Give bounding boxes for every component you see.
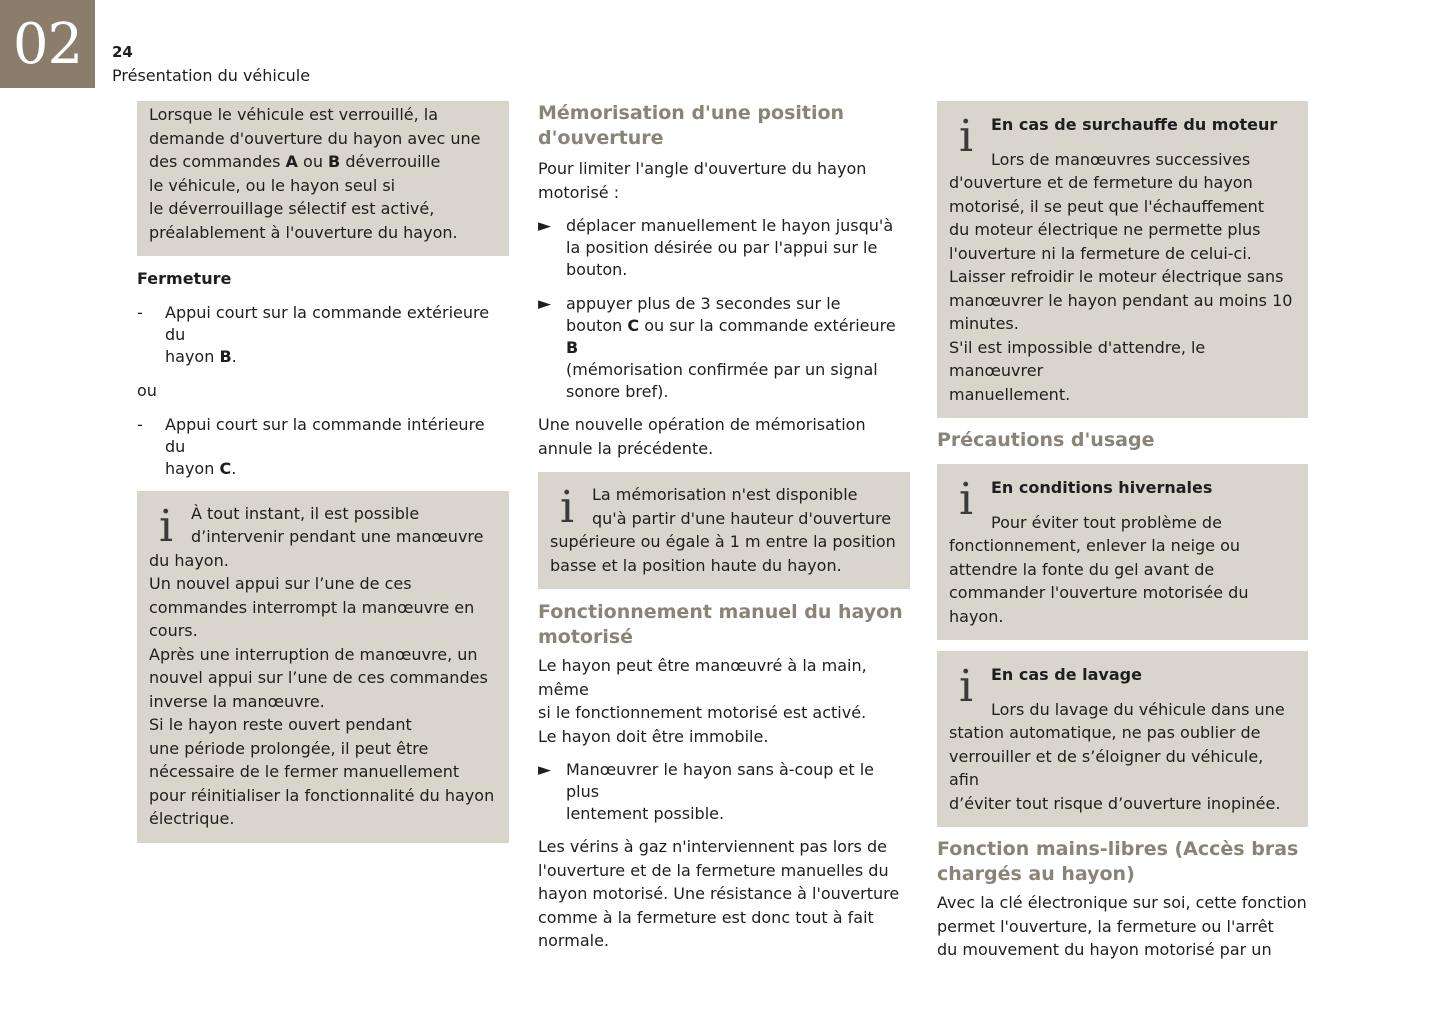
text-line: d’éviter tout risque d’ouverture inopinée.: [949, 793, 1281, 813]
text-line: S'il est impossible d'attendre, le manœuvrer: [949, 337, 1206, 380]
text-line: verrouiller et de s’éloigner du véhicule, afin: [949, 746, 1264, 789]
text-line: inverse la manœuvre.: [149, 691, 325, 711]
text-line: fonctionnement, enlever la neige ou: [949, 536, 1241, 555]
text-line: cours.: [149, 621, 198, 640]
unlock-note-box: [137, 101, 509, 256]
list-item: [137, 414, 509, 480]
text-line: Après une interruption de manœuvre, un: [149, 644, 478, 664]
text-line: Appui court sur la commande extérieure du: [165, 303, 490, 344]
text-line: lentement possible.: [566, 804, 725, 823]
manual-operation-heading: motorisé: [538, 626, 634, 648]
text-line: Le hayon doit être immobile.: [538, 726, 769, 746]
text-line: Lors de manœuvres successives: [991, 149, 1251, 169]
text-line: bouton C ou sur la commande extérieure B: [566, 316, 896, 357]
key-label: C: [627, 316, 640, 335]
text-line: d'ouverture et de fermeture du hayon: [949, 173, 1253, 192]
text-line: des commandes A ou B déverrouille: [149, 152, 441, 171]
text-line: Le hayon peut être manœuvré à la main, même: [538, 656, 867, 699]
text-line: d’intervenir pendant une manœuvre: [191, 527, 484, 546]
fermeture-heading: Fermeture: [137, 269, 232, 288]
page-number: 24: [112, 43, 133, 61]
dash-marker: -: [137, 303, 143, 322]
text-line: si le fonctionnement motorisé est activé.: [538, 703, 867, 722]
section-title: Présentation du véhicule: [112, 66, 311, 85]
text-line: commandes interrompt la manœuvre en: [149, 597, 475, 617]
text-line: préalablement à l'ouverture du hayon.: [149, 222, 458, 242]
info-box-title: En cas de surchauffe du moteur: [991, 115, 1278, 134]
text-line: annule la précédente.: [538, 438, 714, 458]
text-line: pour réinitialiser la fonctionnalité du hayon: [149, 785, 495, 805]
text-line: À tout instant, il est possible: [191, 503, 420, 523]
text-line: du hayon.: [149, 550, 229, 570]
text-line: motorisé :: [538, 182, 620, 202]
text-line: Avec la clé électronique sur soi, cette fonction: [937, 893, 1307, 912]
column-2: [538, 101, 910, 953]
hands-free-heading: chargés au hayon): [937, 863, 1135, 885]
key-label: B: [219, 347, 232, 366]
text-line: demande d'ouverture du hayon avec une: [149, 128, 481, 148]
text-line: déplacer manuellement le hayon jusqu'à: [566, 216, 894, 235]
text-line: Lors du lavage du véhicule dans une: [991, 699, 1285, 719]
list-item: [538, 293, 910, 403]
text-line: comme à la fermeture est donc tout à fait: [538, 907, 874, 927]
text-line: Les vérins à gaz n'interviennent pas lors de: [538, 837, 887, 856]
text-line: le véhicule, ou le hayon seul si: [149, 175, 396, 195]
text-line: Une nouvelle opération de mémorisation: [538, 415, 866, 434]
text-line: La mémorisation n'est disponible: [592, 485, 858, 504]
info-box-title: En cas de lavage: [991, 665, 1142, 684]
text-line: hayon B.: [165, 347, 237, 366]
ou-text: ou: [137, 381, 157, 400]
key-label: B: [566, 338, 579, 357]
text-line: attendre la fonte du gel avant de: [949, 559, 1215, 579]
key-label: C: [219, 458, 232, 478]
text-line: du mouvement du hayon motorisé par un: [937, 940, 1272, 959]
info-box-overheat: [937, 101, 1308, 418]
info-icon: i: [959, 661, 974, 712]
precautions-heading: Précautions d'usage: [937, 429, 1155, 451]
text-line: Laisser refroidir le moteur électrique sans: [949, 267, 1284, 286]
column-1: [137, 101, 509, 843]
text-line: supérieure ou égale à 1 m entre la position: [550, 532, 896, 551]
text-line: manœuvrer le hayon pendant au moins 10: [949, 290, 1293, 310]
list-item: [538, 759, 910, 825]
text-line: appuyer plus de 3 secondes sur le: [566, 294, 841, 313]
info-box-winter: [937, 464, 1308, 640]
text-line: commander l'ouverture motorisée du: [949, 583, 1249, 602]
text-line: permet l'ouverture, la fermeture ou l'arrêt: [937, 916, 1274, 936]
text-line: Manœuvrer le hayon sans à-coup et le plus: [566, 760, 875, 801]
text-line: Si le hayon reste ouvert pendant: [149, 715, 412, 734]
text-line: nouvel appui sur l’une de ces commandes: [149, 668, 488, 687]
text-line: la position désirée ou par l'appui sur le: [566, 238, 878, 257]
info-box-washing: [937, 651, 1308, 827]
info-box-title: En conditions hivernales: [991, 478, 1213, 497]
chapter-number-badge: 02: [0, 0, 95, 88]
text-line: qu'à partir d'une hauteur d'ouverture: [592, 508, 892, 528]
text-line: une période prolongée, il peut être: [149, 738, 429, 758]
dash-marker: -: [137, 414, 143, 434]
info-icon: i: [159, 500, 174, 552]
text-line: sonore bref).: [566, 382, 669, 401]
list-item: [538, 215, 910, 281]
text-line: basse et la position haute du hayon.: [550, 555, 842, 575]
hands-free-heading: Fonction mains-libres (Accès bras: [937, 838, 1299, 860]
text-line: l'ouverture et de la fermeture manuelles du: [538, 860, 889, 880]
text-line: bouton.: [566, 260, 628, 279]
text-line: l'ouverture ni la fermeture de celui-ci.: [949, 243, 1252, 263]
info-icon: i: [560, 482, 575, 533]
text-line: normale.: [538, 931, 609, 950]
text-line: (mémorisation confirmée par un signal: [566, 360, 878, 379]
info-icon: i: [959, 111, 974, 162]
arrow-bullet-icon: ►: [538, 294, 552, 314]
list-item: [137, 302, 509, 368]
text-line: du moteur électrique ne permette plus: [949, 220, 1261, 239]
info-icon: i: [959, 474, 974, 525]
memorisation-heading: Mémorisation d'une position d'ouverture: [538, 102, 845, 149]
text-line: Appui court sur la commande intérieure du: [165, 414, 485, 456]
text-line: minutes.: [949, 314, 1019, 333]
manual-operation-heading: Fonctionnement manuel du hayon: [538, 601, 903, 623]
text-line: manuellement.: [949, 384, 1071, 404]
arrow-bullet-icon: ►: [538, 760, 552, 780]
info-box-interrupt: [137, 491, 509, 843]
text-line: nécessaire de le fermer manuellement: [149, 762, 460, 781]
text-line: Un nouvel appui sur l’une de ces: [149, 574, 412, 593]
text-line: hayon C.: [165, 458, 237, 478]
text-line: hayon motorisé. Une résistance à l'ouverture: [538, 884, 900, 903]
info-box-memorisation: [538, 472, 910, 589]
text-line: Pour limiter l'angle d'ouverture du hayon: [538, 159, 867, 178]
text-line: Pour éviter tout problème de: [991, 512, 1222, 532]
text-line: motorisé, il se peut que l'échauffement: [949, 196, 1265, 216]
column-3: [937, 101, 1308, 962]
text-line: station automatique, ne pas oublier de: [949, 723, 1261, 742]
text-line: Lorsque le véhicule est verrouillé, la: [149, 105, 439, 124]
text-line: hayon.: [949, 606, 1004, 626]
text-line: électrique.: [149, 809, 235, 828]
text-line: le déverrouillage sélectif est activé,: [149, 199, 435, 218]
arrow-bullet-icon: ►: [538, 216, 552, 236]
